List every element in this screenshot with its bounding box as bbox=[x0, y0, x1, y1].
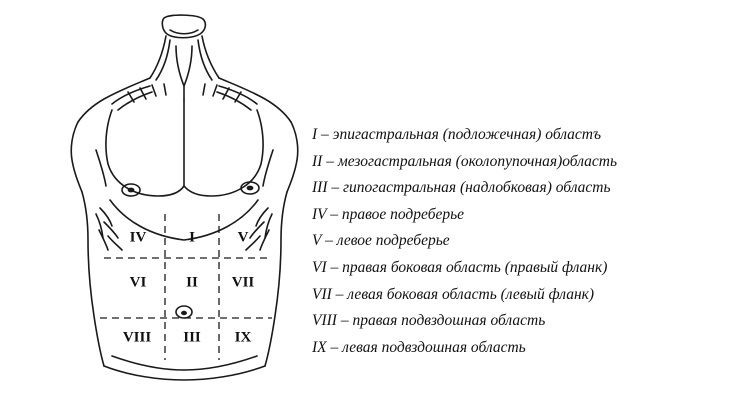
hatch-right-4 bbox=[203, 84, 205, 95]
legend-item: I – эпигастральная (подложечная) областъ bbox=[312, 126, 602, 143]
inguinal-left bbox=[112, 356, 184, 370]
region-label-vii: VII bbox=[231, 274, 255, 291]
abdominal-regions-figure bbox=[0, 0, 330, 400]
nipple-left-center bbox=[128, 188, 135, 193]
region-label-ii: II bbox=[186, 274, 198, 291]
clavicle-right-lower bbox=[217, 92, 251, 110]
hatch-left-4 bbox=[164, 84, 166, 95]
navel-center bbox=[181, 311, 187, 315]
neck-v-muscle bbox=[176, 46, 192, 86]
region-label-i: I bbox=[189, 229, 195, 246]
region-label-iv: IV bbox=[129, 229, 147, 246]
legend-item: VI – правая боковая область (правый фланк) bbox=[312, 258, 608, 276]
hatch-left-3 bbox=[152, 85, 156, 96]
rib-left-3 bbox=[108, 236, 122, 250]
legend-item: IX – левая подвздошная область bbox=[312, 338, 526, 356]
legend-item: II – мезогастральная (околопупочная)область bbox=[312, 152, 618, 170]
legend bbox=[312, 122, 742, 361]
pelvis-line bbox=[104, 366, 265, 380]
neck-left bbox=[150, 36, 166, 78]
clavicle-left-lower bbox=[118, 92, 152, 110]
armpit-left bbox=[96, 150, 106, 186]
region-label-ix: IX bbox=[234, 329, 252, 346]
hatch-right-3 bbox=[213, 85, 217, 96]
region-label-v: V bbox=[237, 229, 249, 246]
region-label-iii: III bbox=[183, 329, 201, 346]
torso-right-side bbox=[265, 192, 287, 366]
shoulder-right bbox=[219, 78, 291, 122]
hatch-left-2 bbox=[140, 88, 146, 99]
legend-item: VII – левая боковая область (левый фланк) bbox=[312, 285, 595, 303]
hatch-right-2 bbox=[223, 88, 229, 99]
neck-right bbox=[202, 36, 219, 78]
region-label-viii: VIII bbox=[122, 329, 152, 346]
legend-item: VIII – правая подвздошная область bbox=[312, 312, 546, 330]
nipple-right-center bbox=[247, 186, 254, 191]
rib-right-5 bbox=[260, 230, 269, 250]
armpit-right bbox=[263, 150, 273, 186]
region-label-vi: VI bbox=[129, 274, 147, 291]
arm-right-outer bbox=[287, 122, 298, 192]
pectoral-right bbox=[184, 110, 263, 196]
torso-illustration bbox=[0, 0, 330, 400]
rib-left-5 bbox=[99, 230, 108, 250]
arm-left-outer bbox=[71, 122, 82, 192]
inguinal-right bbox=[184, 356, 257, 370]
legend-item: III – гипогастральная (надлобковая) область bbox=[312, 179, 611, 197]
legend-item: V – левое подреберье bbox=[312, 232, 450, 250]
torso-left-side bbox=[82, 192, 104, 366]
shoulder-left bbox=[78, 78, 150, 122]
legend-item: IV – правое подреберье bbox=[312, 205, 465, 223]
chin-crease bbox=[170, 30, 198, 34]
pectoral-left bbox=[106, 110, 184, 196]
